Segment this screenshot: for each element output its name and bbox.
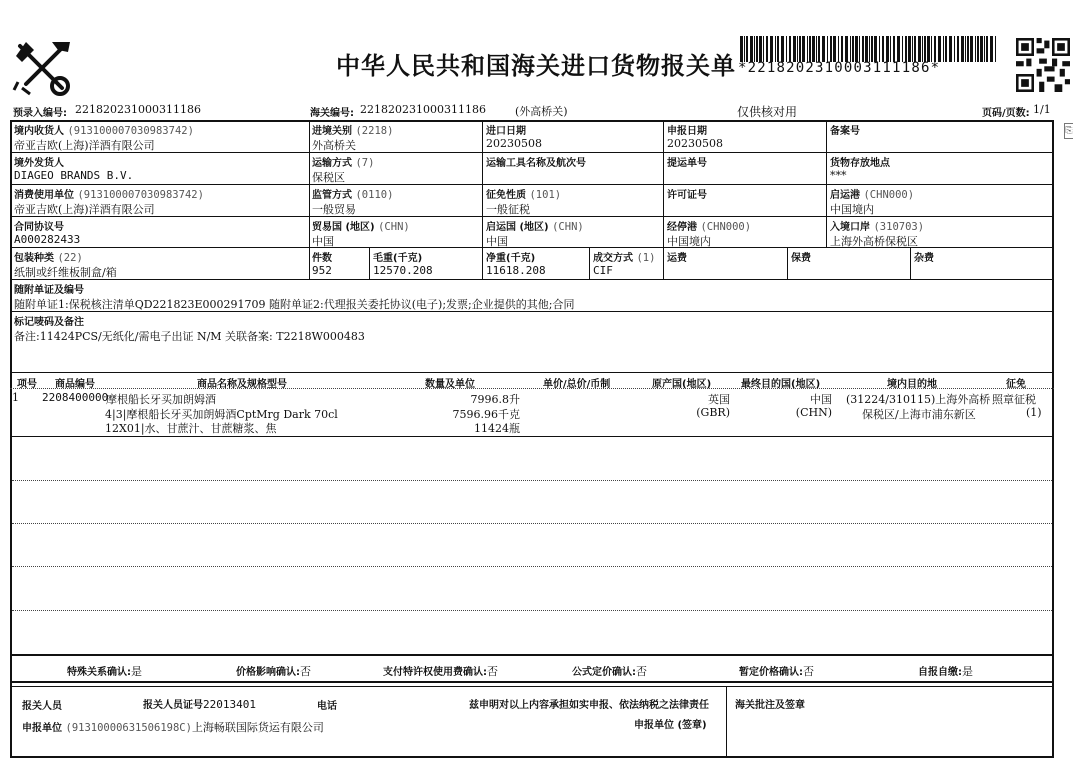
confirm-provisional-value: 否 [803, 665, 814, 678]
stop-port-code: (CHN000) [700, 221, 752, 233]
levy-nature-value: 一般征税 [486, 203, 530, 216]
declare-unit-value: 上海畅联国际货运有限公司 [191, 721, 324, 734]
barcode-text: *2218202310003111186* [738, 60, 941, 76]
pre-entry-label: 预录入编号: [13, 108, 67, 119]
confirm-special-relation [67, 663, 142, 679]
consignee-value: 帝亚吉欧(上海)洋酒有限公司 [14, 139, 155, 152]
depart-country-code: (CHN) [552, 221, 584, 233]
confirm-formula-label: 公式定价确认: [572, 667, 636, 678]
customs-approval-label: 海关批注及签章 [735, 700, 805, 711]
confirm-price-value: 否 [300, 665, 311, 678]
levy-nature-code: (101) [529, 189, 562, 201]
declarant-cert-value: 22013401 [203, 698, 256, 711]
item-qty3: 11424瓶 [474, 422, 520, 435]
confirm-formula-value: 否 [636, 665, 647, 678]
stop-port-value: 中国境内 [667, 235, 711, 248]
consumer-unit-label: 消费使用单位 [14, 190, 74, 201]
attached-docs-label: 随附单证及编号 [14, 285, 84, 296]
overseas-shipper-value: DIAGEO BRANDS B.V. [14, 169, 134, 182]
customs-number-label: 海关编号: [310, 108, 354, 119]
import-date-value: 20230508 [486, 137, 542, 150]
col-header-hs-code: 商品编号 [55, 379, 95, 390]
consumer-unit-code: (913100007030983742) [77, 189, 204, 201]
confirm-formula-price [572, 663, 647, 679]
side-panel-icon[interactable]: ⎘ [1064, 123, 1073, 139]
confirm-provisional-price [739, 663, 814, 679]
phone-label: 电话 [317, 701, 337, 712]
col-header-goods-name: 商品名称及规格型号 [197, 379, 287, 390]
col-header-quantity: 数量及单位 [425, 379, 475, 390]
reference-note: 仅供核对用 [737, 105, 798, 119]
item-name-line3: 12X01|水、甘蔗汁、甘蔗糖浆、焦 [105, 422, 277, 435]
col-header-price: 单价/总价/币制 [543, 379, 611, 390]
entry-port-value: 外高桥关 [312, 139, 356, 152]
confirm-special-label: 特殊关系确认: [67, 667, 131, 678]
trade-country-value: 中国 [312, 235, 334, 248]
declare-unit-seal-label: 申报单位 (签章) [634, 720, 707, 731]
qr-code-icon [1016, 38, 1070, 92]
deal-terms-label: 成交方式 [593, 253, 633, 264]
supervision-code: (0110) [355, 189, 394, 201]
pieces-label: 件数 [312, 253, 332, 264]
confirm-price-impact [236, 663, 311, 679]
depart-port-label: 启运港 [830, 190, 860, 201]
package-value: 纸制或纤维板制盒/箱 [14, 266, 117, 279]
legal-statement: 兹申明对以上内容承担如实申报、依法纳税之法律责任 [469, 700, 709, 711]
bill-of-lading-label: 提运单号 [667, 158, 707, 169]
declare-unit-label: 申报单位 [22, 723, 62, 734]
customs-emblem-icon [12, 38, 74, 98]
levy-nature-label: 征免性质 [486, 190, 526, 201]
confirm-royalty [383, 663, 498, 679]
import-date-label: 进口日期 [486, 126, 526, 137]
overseas-shipper-label: 境外发货人 [14, 158, 64, 169]
item-name-line2: 4|3|摩根船长牙买加朗姆酒CptMrg Dark 70cl [105, 408, 338, 421]
consignee-label: 境内收货人 [14, 126, 64, 137]
marks-remarks-value: 备注:11424PCS/无纸化/需电子出证 N/M 关联备案: T2218W000483 [14, 330, 365, 343]
attached-docs-value: 随附单证1:保税核注清单QD221823E000291709 随附单证2:代理报关委托协议(电子);发票;企业提供的其他;合同 [14, 298, 575, 311]
vehicle-label: 运输工具名称及航次号 [486, 158, 586, 169]
entry-port-label: 进境关别 [312, 126, 352, 137]
item-qty1: 7996.8升 [470, 393, 520, 406]
item-levy: 照章征税 [992, 393, 1036, 406]
gross-weight-label: 毛重(千克) [373, 253, 423, 264]
item-destination: 中国 [810, 393, 832, 406]
storage-location-label: 货物存放地点 [830, 158, 890, 169]
stop-port-label: 经停港 [667, 222, 697, 233]
storage-location-value: *** [830, 169, 847, 182]
item-domestic-dest2: 保税区/上海市浦东新区 [862, 408, 976, 421]
supervision-value: 一般贸易 [312, 203, 356, 216]
contract-label: 合同协议号 [14, 222, 64, 233]
insurance-label: 保费 [791, 253, 811, 264]
trade-country-label: 贸易国 (地区) [312, 222, 375, 233]
deal-terms-value: CIF [593, 264, 613, 277]
license-label: 许可证号 [667, 190, 707, 201]
declare-unit-code: (91310000631506198C) [65, 722, 192, 734]
confirm-provisional-label: 暂定价格确认: [739, 667, 803, 678]
declare-date-label: 申报日期 [667, 126, 707, 137]
depart-port-value: 中国境内 [830, 203, 874, 216]
col-header-origin: 原产国(地区) [652, 379, 712, 390]
transport-mode-code: (7) [355, 157, 375, 169]
trade-country-code: (CHN) [378, 221, 410, 233]
item-qty2: 7596.96千克 [452, 408, 520, 421]
confirm-royalty-label: 支付特许权使用费确认: [383, 667, 487, 678]
confirm-self-pay [918, 663, 973, 679]
consumer-unit-value: 帝亚吉欧(上海)洋酒有限公司 [14, 203, 155, 216]
package-label: 包装种类 [14, 253, 54, 264]
entry-port-code: (2218) [355, 125, 394, 137]
item-no: 1 [12, 391, 19, 404]
confirm-self-label: 自报自缴: [918, 667, 962, 678]
contract-value: A000282433 [14, 233, 81, 246]
page-value: 1/1 [1033, 103, 1051, 116]
freight-label: 运费 [667, 253, 687, 264]
page-title: 中华人民共和国海关进口货物报关单 [336, 51, 736, 80]
entry-checkpoint-code: (310703) [873, 221, 925, 233]
gross-weight-value: 12570.208 [373, 264, 433, 277]
misc-fee-label: 杂费 [914, 253, 934, 264]
item-domestic-dest1: (31224/310115)上海外高桥 [846, 393, 991, 406]
item-destination-code: (CHN) [795, 406, 832, 419]
page-label: 页码/页数: [982, 108, 1030, 119]
confirm-special-value: 是 [131, 665, 142, 678]
declarant-cert-label: 报关人员证号 [143, 700, 203, 711]
net-weight-value: 11618.208 [486, 264, 546, 277]
pieces-value: 952 [312, 264, 332, 277]
depart-country-value: 中国 [486, 235, 508, 248]
customs-number: 221820231000311186 [360, 103, 486, 116]
col-header-destination: 最终目的国(地区) [741, 379, 821, 390]
confirm-self-value: 是 [962, 665, 973, 678]
entry-checkpoint-value: 上海外高桥保税区 [830, 235, 918, 248]
pre-entry-number: 221820231000311186 [75, 103, 201, 116]
depart-country-label: 启运国 (地区) [486, 222, 549, 233]
barcode-icon [738, 36, 1000, 62]
table-row [10, 390, 1054, 436]
consignee-code: (913100007030983742) [67, 125, 194, 137]
confirm-price-label: 价格影响确认: [236, 667, 300, 678]
record-label: 备案号 [830, 126, 860, 137]
declare-date-value: 20230508 [667, 137, 723, 150]
deal-terms-code: (1) [636, 252, 656, 264]
entry-checkpoint-label: 入境口岸 [830, 222, 870, 233]
depart-port-code: (CHN000) [863, 189, 915, 201]
net-weight-label: 净重(千克) [486, 253, 536, 264]
item-origin-code: (GBR) [696, 406, 730, 419]
item-levy-code: (1) [1026, 406, 1042, 419]
customs-office-name: (外高桥关) [515, 105, 568, 118]
package-code: (22) [57, 252, 83, 264]
transport-mode-value: 保税区 [312, 171, 345, 184]
confirm-royalty-value: 否 [487, 665, 498, 678]
marks-remarks-label: 标记唛码及备注 [14, 317, 84, 328]
item-origin: 英国 [708, 393, 730, 406]
declarant-label: 报关人员 [22, 701, 62, 712]
col-header-item-no: 项号 [17, 379, 37, 390]
col-header-domestic-dest: 境内目的地 [887, 379, 937, 390]
col-header-levy: 征免 [1006, 379, 1026, 390]
supervision-label: 监管方式 [312, 190, 352, 201]
transport-mode-label: 运输方式 [312, 158, 352, 169]
item-hs-code: 2208400000 [42, 391, 109, 404]
item-name-line1: 摩根船长牙买加朗姆酒 [106, 393, 216, 406]
